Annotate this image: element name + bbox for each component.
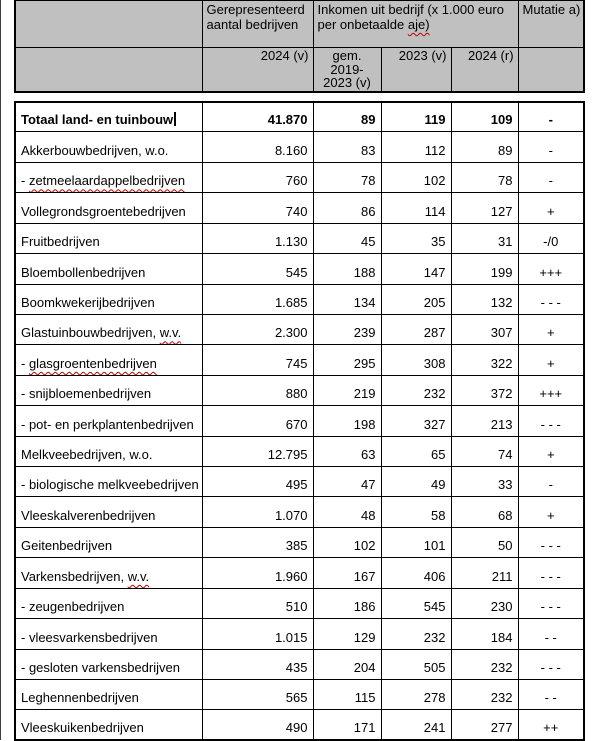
cell-2023v[interactable]: 278 bbox=[381, 680, 451, 710]
cell-gem-2019-2023[interactable]: 86 bbox=[313, 193, 381, 223]
row-label: - gesloten varkensbedrijven bbox=[21, 660, 180, 675]
cell-2024r[interactable]: 232 bbox=[451, 649, 518, 679]
table-row bbox=[15, 345, 584, 375]
cell-aantal-bedrijven[interactable]: 1.070 bbox=[202, 497, 313, 527]
header-mutatie-cell[interactable] bbox=[518, 1, 584, 48]
table-row bbox=[15, 436, 584, 466]
cell-2024r[interactable]: 277 bbox=[451, 710, 518, 740]
cell-aantal-bedrijven[interactable]: 490 bbox=[202, 710, 313, 740]
cell-aantal-bedrijven[interactable]: 510 bbox=[202, 588, 313, 618]
row-label: Vleeskalverenbedrijven bbox=[21, 508, 155, 523]
row-label-cell[interactable] bbox=[15, 193, 202, 223]
row-label-misspelled-word: w.v. bbox=[160, 325, 181, 340]
cell-2024r[interactable]: 68 bbox=[451, 497, 518, 527]
cell-mutatie[interactable]: + bbox=[518, 193, 584, 223]
row-label: - biologische melkveebedrijven bbox=[21, 477, 199, 492]
table-row bbox=[15, 619, 584, 649]
cell-2023v[interactable]: 308 bbox=[381, 345, 451, 375]
cell-2024r[interactable]: 127 bbox=[451, 193, 518, 223]
cell-mutatie[interactable]: - - - bbox=[518, 649, 584, 679]
cell-2023v[interactable]: 119 bbox=[381, 102, 451, 132]
cell-2024r[interactable]: 184 bbox=[451, 619, 518, 649]
cell-mutatie[interactable]: -/0 bbox=[518, 223, 584, 253]
cell-mutatie[interactable]: - - bbox=[518, 619, 584, 649]
subheader-2024v-cell[interactable] bbox=[202, 48, 313, 92]
cell-2024r[interactable]: 33 bbox=[451, 467, 518, 497]
table-row bbox=[15, 649, 584, 679]
row-label-cell[interactable] bbox=[15, 558, 202, 588]
cell-2023v[interactable]: 49 bbox=[381, 467, 451, 497]
cell-gem-2019-2023[interactable]: 63 bbox=[313, 436, 381, 466]
cell-aantal-bedrijven[interactable]: 1.685 bbox=[202, 284, 313, 314]
cell-mutatie[interactable]: - - - bbox=[518, 284, 584, 314]
cell-mutatie[interactable]: - bbox=[518, 102, 584, 132]
subheader-gem-line2: 2019- bbox=[318, 63, 377, 77]
cell-gem-2019-2023[interactable]: 239 bbox=[313, 314, 381, 344]
table-row bbox=[15, 193, 584, 223]
cell-gem-2019-2023[interactable]: 219 bbox=[313, 375, 381, 405]
income-table-body bbox=[14, 101, 585, 741]
cell-2023v[interactable]: 147 bbox=[381, 254, 451, 284]
cell-2024r[interactable]: 230 bbox=[451, 588, 518, 618]
row-label: - pot- en perkplantenbedrijven bbox=[21, 417, 194, 432]
cell-2023v[interactable]: 65 bbox=[381, 436, 451, 466]
header-bedrijven-cell[interactable] bbox=[202, 1, 313, 48]
cell-2024r[interactable]: 132 bbox=[451, 284, 518, 314]
cell-2023v[interactable]: 232 bbox=[381, 375, 451, 405]
cell-gem-2019-2023[interactable]: 198 bbox=[313, 406, 381, 436]
cell-2024r[interactable]: 109 bbox=[451, 102, 518, 132]
cell-aantal-bedrijven[interactable]: 8.160 bbox=[202, 132, 313, 162]
row-label-misspelled-word: glasgroentenbedrijven bbox=[29, 356, 157, 371]
cell-2024r[interactable]: 50 bbox=[451, 527, 518, 557]
cell-2024r[interactable]: 307 bbox=[451, 314, 518, 344]
cell-2024r[interactable]: 372 bbox=[451, 375, 518, 405]
row-label-cell[interactable] bbox=[15, 254, 202, 284]
row-label: Geitenbedrijven bbox=[21, 538, 112, 553]
row-label-misspelled-word: zetmeelaardappelbedrijven bbox=[29, 173, 185, 188]
subheader-2024v-label: 2024 (v) bbox=[261, 48, 309, 63]
cell-mutatie[interactable]: ++ bbox=[518, 710, 584, 740]
row-label-cell[interactable] bbox=[15, 649, 202, 679]
row-label: Totaal land- en tuinbouw bbox=[21, 112, 173, 127]
cell-aantal-bedrijven[interactable]: 1.960 bbox=[202, 558, 313, 588]
cell-gem-2019-2023[interactable]: 295 bbox=[313, 345, 381, 375]
cell-2023v[interactable]: 101 bbox=[381, 527, 451, 557]
cell-aantal-bedrijven[interactable]: 760 bbox=[202, 162, 313, 192]
table-row bbox=[15, 406, 584, 436]
row-label-cell[interactable] bbox=[15, 467, 202, 497]
row-label: Fruitbedrijven bbox=[21, 234, 100, 249]
income-table bbox=[14, 0, 584, 741]
cell-mutatie[interactable]: - - - bbox=[518, 558, 584, 588]
cell-mutatie[interactable]: - - bbox=[518, 680, 584, 710]
cell-2024r[interactable]: 213 bbox=[451, 406, 518, 436]
row-label-cell[interactable] bbox=[15, 680, 202, 710]
row-label: Boomkwekerijbedrijven bbox=[21, 295, 155, 310]
header-row-titles bbox=[15, 1, 584, 48]
row-label-cell[interactable] bbox=[15, 223, 202, 253]
table-row bbox=[15, 314, 584, 344]
row-label: - vleesvarkensbedrijven bbox=[21, 630, 158, 645]
row-label-cell[interactable] bbox=[15, 710, 202, 740]
table-row bbox=[15, 710, 584, 740]
cell-gem-2019-2023[interactable]: 102 bbox=[313, 527, 381, 557]
cell-2024r[interactable]: 232 bbox=[451, 680, 518, 710]
cell-2024r[interactable]: 78 bbox=[451, 162, 518, 192]
table-row bbox=[15, 497, 584, 527]
subheader-gem-line3: 2023 (v) bbox=[318, 76, 377, 90]
subheader-gem-line1: gem. bbox=[318, 49, 377, 63]
cell-mutatie[interactable]: - bbox=[518, 162, 584, 192]
row-label: Bloembollenbedrijven bbox=[21, 265, 145, 280]
cell-aantal-bedrijven[interactable]: 880 bbox=[202, 375, 313, 405]
cell-2024r[interactable]: 211 bbox=[451, 558, 518, 588]
cell-gem-2019-2023[interactable]: 171 bbox=[313, 710, 381, 740]
cell-aantal-bedrijven[interactable]: 745 bbox=[202, 345, 313, 375]
row-label: Vleeskuikenbedrijven bbox=[21, 720, 144, 735]
row-label: Leghennenbedrijven bbox=[21, 690, 139, 705]
text-cursor bbox=[174, 112, 176, 126]
row-label-cell[interactable] bbox=[15, 527, 202, 557]
row-label-cell[interactable] bbox=[15, 345, 202, 375]
cell-aantal-bedrijven[interactable]: 1.130 bbox=[202, 223, 313, 253]
cell-2024r[interactable]: 74 bbox=[451, 436, 518, 466]
header-label-cell[interactable] bbox=[15, 1, 202, 48]
header-inkomen-label: Inkomen uit bedrijf (x 1.000 euro per onbetaalde bbox=[318, 2, 504, 32]
cell-mutatie[interactable]: - - - bbox=[518, 527, 584, 557]
subheader-2023v-cell[interactable] bbox=[381, 48, 451, 92]
cell-2023v[interactable]: 545 bbox=[381, 588, 451, 618]
cell-mutatie[interactable]: - - - bbox=[518, 406, 584, 436]
cell-aantal-bedrijven[interactable]: 545 bbox=[202, 254, 313, 284]
cell-2023v[interactable]: 102 bbox=[381, 162, 451, 192]
cell-2023v[interactable]: 205 bbox=[381, 284, 451, 314]
cell-2024r[interactable]: 322 bbox=[451, 345, 518, 375]
cell-2023v[interactable]: 327 bbox=[381, 406, 451, 436]
cell-2023v[interactable]: 505 bbox=[381, 649, 451, 679]
row-label-cell[interactable] bbox=[15, 132, 202, 162]
cell-2023v[interactable]: 287 bbox=[381, 314, 451, 344]
cell-aantal-bedrijven[interactable]: 565 bbox=[202, 680, 313, 710]
cell-aantal-bedrijven[interactable]: 385 bbox=[202, 527, 313, 557]
subheader-empty-cell[interactable] bbox=[15, 48, 202, 92]
header-row-years bbox=[15, 48, 584, 92]
row-label: Akkerbouwbedrijven, w.o. bbox=[21, 143, 168, 158]
row-label: - zeugenbedrijven bbox=[21, 599, 124, 614]
row-label-misspelled-word: w.v. bbox=[128, 569, 149, 584]
cell-mutatie[interactable]: +++ bbox=[518, 375, 584, 405]
row-label: Varkensbedrijven, bbox=[21, 569, 128, 584]
row-label: Glastuinbouwbedrijven, bbox=[21, 325, 160, 340]
header-bedrijven-label: Gerepresenteerd aantal bedrijven bbox=[207, 2, 305, 32]
row-label-cell[interactable] bbox=[15, 497, 202, 527]
document-edge-line bbox=[0, 0, 1, 740]
row-label-cell[interactable] bbox=[15, 588, 202, 618]
cell-gem-2019-2023[interactable]: 115 bbox=[313, 680, 381, 710]
subheader-2024r-label: 2024 (r) bbox=[468, 48, 514, 63]
cell-gem-2019-2023[interactable]: 134 bbox=[313, 284, 381, 314]
cell-2023v[interactable]: 58 bbox=[381, 497, 451, 527]
cell-2024r[interactable]: 199 bbox=[451, 254, 518, 284]
table-row bbox=[15, 680, 584, 710]
table-row bbox=[15, 102, 584, 132]
table-row bbox=[15, 162, 584, 192]
subheader-mutatie-empty-cell[interactable] bbox=[518, 48, 584, 92]
row-label-cell[interactable] bbox=[15, 436, 202, 466]
table-row bbox=[15, 375, 584, 405]
row-label-cell[interactable] bbox=[15, 619, 202, 649]
cell-2023v[interactable]: 232 bbox=[381, 619, 451, 649]
cell-2023v[interactable]: 35 bbox=[381, 223, 451, 253]
subheader-gem-cell[interactable] bbox=[313, 48, 381, 92]
cell-aantal-bedrijven[interactable]: 1.015 bbox=[202, 619, 313, 649]
table-row bbox=[15, 132, 584, 162]
cell-2023v[interactable]: 114 bbox=[381, 193, 451, 223]
cell-2023v[interactable]: 406 bbox=[381, 558, 451, 588]
row-label-cell[interactable] bbox=[15, 102, 202, 132]
cell-aantal-bedrijven[interactable]: 41.870 bbox=[202, 102, 313, 132]
cell-aantal-bedrijven[interactable]: 2.300 bbox=[202, 314, 313, 344]
table-row bbox=[15, 588, 584, 618]
cell-mutatie[interactable]: - - - bbox=[518, 588, 584, 618]
subheader-2023v-label: 2023 (v) bbox=[399, 48, 447, 63]
cell-mutatie[interactable]: + bbox=[518, 497, 584, 527]
row-label: Vollegrondsgroentebedrijven bbox=[21, 204, 186, 219]
cell-mutatie[interactable]: + bbox=[518, 436, 584, 466]
income-table-header bbox=[14, 0, 585, 93]
table-row bbox=[15, 254, 584, 284]
cell-mutatie[interactable]: - bbox=[518, 467, 584, 497]
cell-gem-2019-2023[interactable]: 89 bbox=[313, 102, 381, 132]
income-table-rows bbox=[15, 102, 584, 741]
cell-gem-2019-2023[interactable]: 129 bbox=[313, 619, 381, 649]
cell-2024r[interactable]: 31 bbox=[451, 223, 518, 253]
cell-gem-2019-2023[interactable]: 45 bbox=[313, 223, 381, 253]
cell-gem-2019-2023[interactable]: 78 bbox=[313, 162, 381, 192]
subheader-2024r-cell[interactable] bbox=[451, 48, 518, 92]
row-label: - bbox=[21, 356, 29, 371]
row-label-cell[interactable] bbox=[15, 375, 202, 405]
table-row bbox=[15, 527, 584, 557]
row-label-cell[interactable] bbox=[15, 284, 202, 314]
cell-gem-2019-2023[interactable]: 186 bbox=[313, 588, 381, 618]
cell-aantal-bedrijven[interactable]: 435 bbox=[202, 649, 313, 679]
row-label: - snijbloemenbedrijven bbox=[21, 386, 151, 401]
cell-gem-2019-2023[interactable]: 48 bbox=[313, 497, 381, 527]
row-label: Melkveebedrijven, w.o. bbox=[21, 447, 153, 462]
cell-gem-2019-2023[interactable]: 167 bbox=[313, 558, 381, 588]
cell-2023v[interactable]: 112 bbox=[381, 132, 451, 162]
cell-gem-2019-2023[interactable]: 188 bbox=[313, 254, 381, 284]
row-label-cell[interactable] bbox=[15, 162, 202, 192]
table-row bbox=[15, 223, 584, 253]
cell-aantal-bedrijven[interactable]: 495 bbox=[202, 467, 313, 497]
cell-gem-2019-2023[interactable]: 47 bbox=[313, 467, 381, 497]
table-row bbox=[15, 284, 584, 314]
cell-mutatie[interactable]: +++ bbox=[518, 254, 584, 284]
header-inkomen-cell[interactable] bbox=[313, 1, 518, 48]
header-mutatie-label: Mutatie a) bbox=[523, 2, 581, 17]
cell-aantal-bedrijven[interactable]: 12.795 bbox=[202, 436, 313, 466]
cell-aantal-bedrijven[interactable]: 740 bbox=[202, 193, 313, 223]
cell-aantal-bedrijven[interactable]: 670 bbox=[202, 406, 313, 436]
row-label-cell[interactable] bbox=[15, 314, 202, 344]
cell-2024r[interactable]: 89 bbox=[451, 132, 518, 162]
row-label-cell[interactable] bbox=[15, 406, 202, 436]
cell-mutatie[interactable]: + bbox=[518, 345, 584, 375]
cell-mutatie[interactable]: - bbox=[518, 132, 584, 162]
cell-gem-2019-2023[interactable]: 204 bbox=[313, 649, 381, 679]
cell-mutatie[interactable]: + bbox=[518, 314, 584, 344]
cell-2023v[interactable]: 241 bbox=[381, 710, 451, 740]
table-row bbox=[15, 467, 584, 497]
table-row bbox=[15, 558, 584, 588]
row-label: - bbox=[21, 173, 29, 188]
header-inkomen-misspelled-word: aje) bbox=[408, 17, 430, 32]
cell-gem-2019-2023[interactable]: 83 bbox=[313, 132, 381, 162]
